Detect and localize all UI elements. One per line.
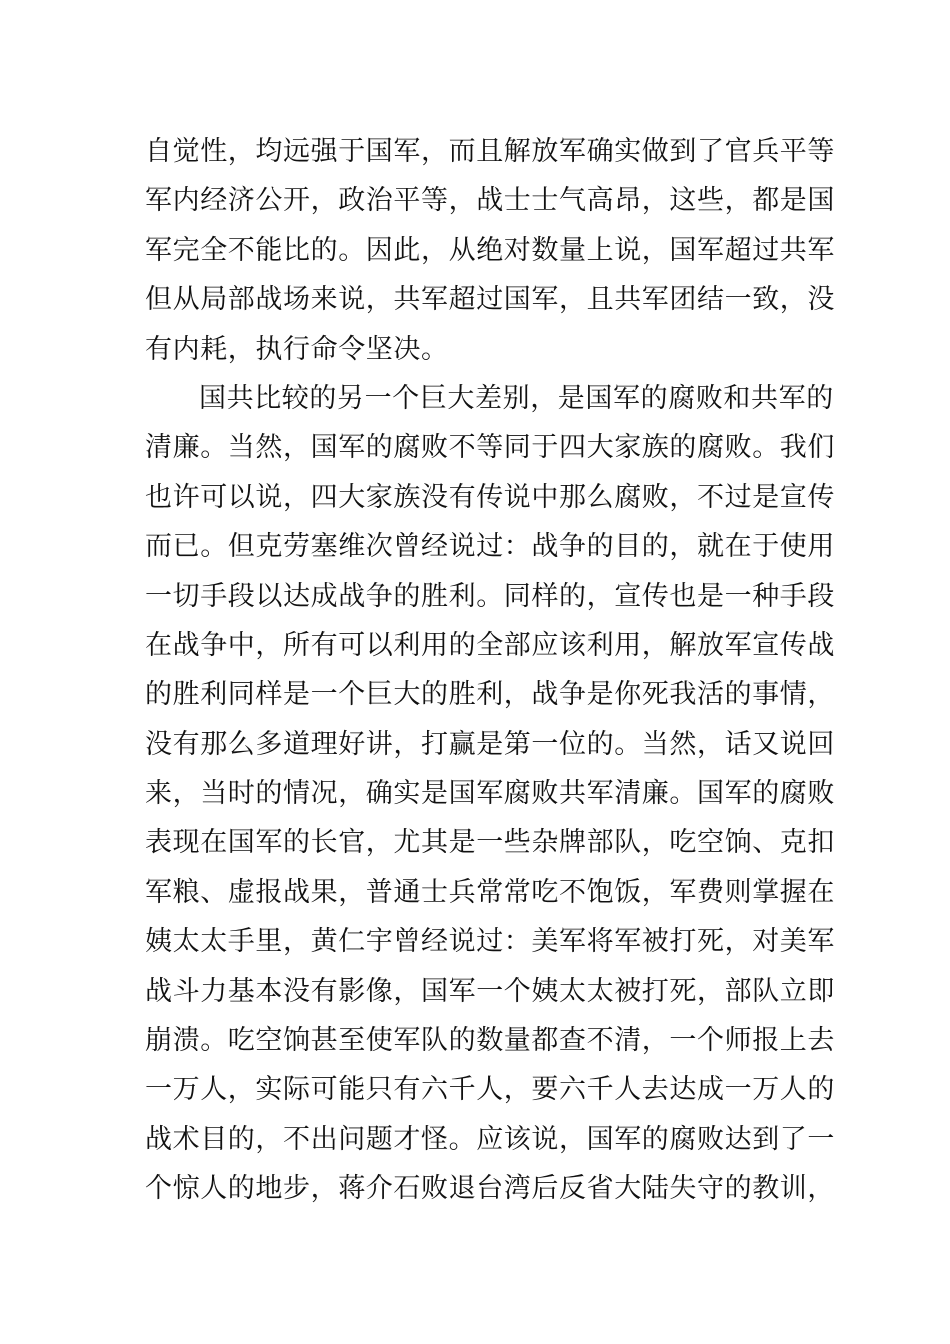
text-line: 自觉性，均远强于国军，而且解放军确实做到了官兵平等: [145, 136, 835, 167]
text-line: 军粮、虚报战果，普通士兵常常吃不饱饭，军费则掌握在: [145, 876, 835, 908]
text-line: 军完全不能比的。因此，从绝对数量上说，国军超过共军: [145, 234, 835, 266]
paragraph-start-line: 国共比较的另一个巨大差别，是国军的腐败和共军的: [199, 382, 834, 414]
text-line: 战术目的，不出问题才怪。应该说，国军的腐败达到了一: [145, 1123, 835, 1155]
text-line: 清廉。当然，国军的腐败不等同于四大家族的腐败。我们: [145, 432, 835, 464]
body-text: [145, 127, 835, 1214]
text-line: 姨太太手里，黄仁宇曾经说过：美军将军被打死，对美军: [145, 926, 835, 958]
text-line: 个惊人的地步，蒋介石败退台湾后反省大陆失守的教训，: [145, 1173, 835, 1205]
text-line: 没有那么多道理好讲，打赢是第一位的。当然，话又说回: [145, 728, 835, 760]
text-line: 也许可以说，四大家族没有传说中那么腐败，不过是宣传: [145, 481, 835, 513]
text-line: 一万人，实际可能只有六千人，要六千人去达成一万人的: [145, 1074, 835, 1106]
text-line: 战斗力基本没有影像，国军一个姨太太被打死，部队立即: [145, 975, 835, 1007]
text-line: 来，当时的情况，确实是国军腐败共军清廉。国军的腐败: [145, 778, 835, 810]
text-line: 崩溃。吃空饷甚至使军队的数量都查不清，一个师报上去: [145, 1025, 835, 1057]
text-line: 有内耗，执行命令坚决。: [145, 333, 449, 365]
text-line: 的胜利同样是一个巨大的胜利，战争是你死我活的事情，: [145, 679, 835, 711]
text-line: 表现在国军的长官，尤其是一些杂牌部队，吃空饷、克扣: [145, 827, 835, 859]
text-line: 而已。但克劳塞维次曾经说过：战争的目的，就在于使用: [145, 531, 835, 563]
text-line: 但从局部战场来说，共军超过国军，且共军团结一致，没: [145, 284, 835, 316]
text-line: 军内经济公开，政治平等，战士士气高昂，这些，都是国: [145, 185, 835, 217]
text-line: 在战争中，所有可以利用的全部应该利用，解放军宣传战: [145, 629, 835, 661]
text-line: 一切手段以达成战争的胜利。同样的，宣传也是一种手段: [145, 580, 835, 612]
